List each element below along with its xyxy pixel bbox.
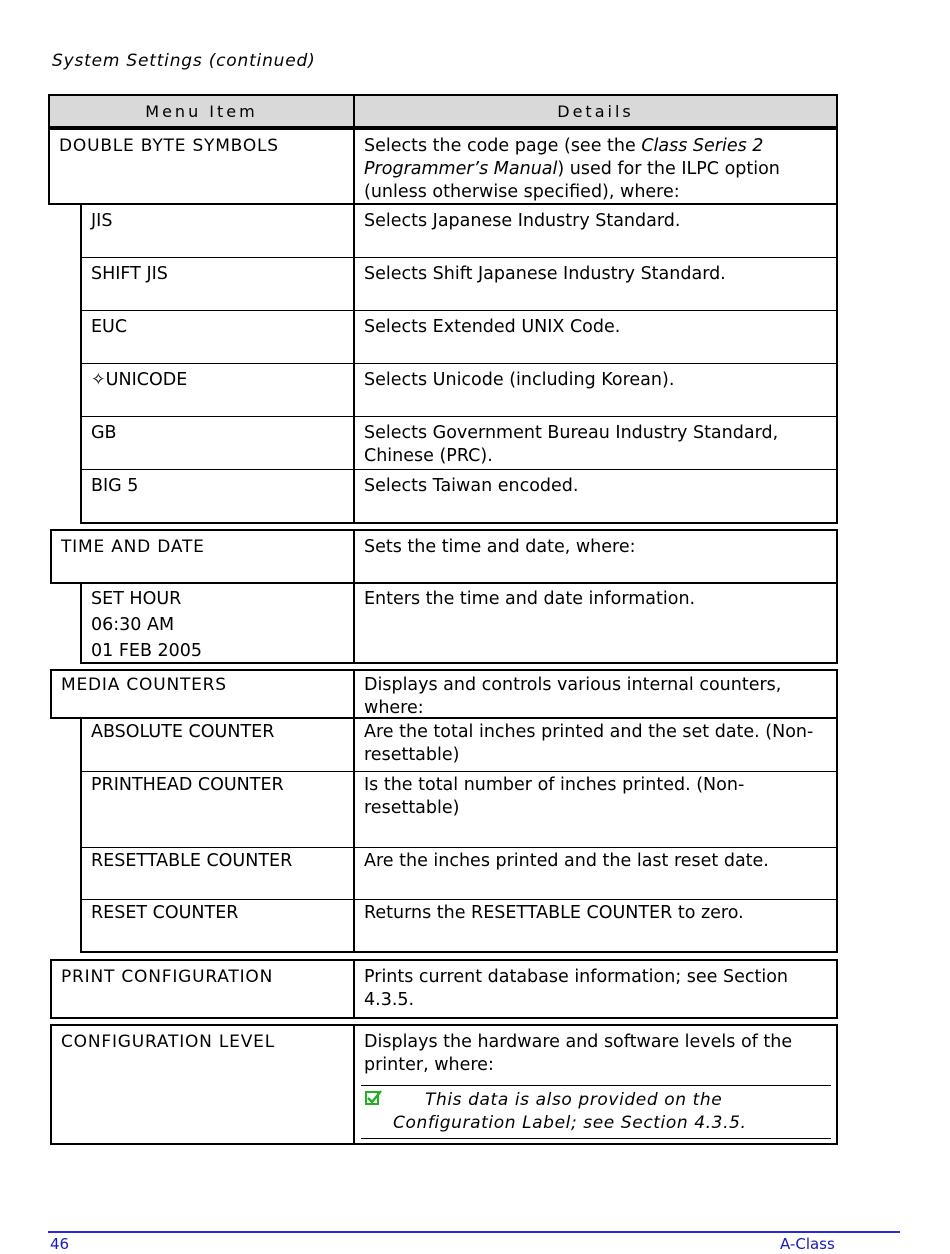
table-row [50,529,838,584]
menu-item: DOUBLE BYTE SYMBOLS [50,130,355,203]
detail-text: Displays the hardware and software levels of the printer, where: [364,1032,793,1075]
menu-item: JIS [82,205,355,257]
table-row [50,1024,838,1145]
menu-item: SHIFT JIS [82,258,355,310]
note-line: Configuration Label; see Section 4.3.5. [393,1113,747,1133]
detail-text: Selects the code page (see the [364,136,642,156]
table-row [80,364,838,417]
menu-item: ABSOLUTE COUNTER [82,719,355,771]
menu-item: PRINTHEAD COUNTER [82,772,355,847]
note-box [361,1085,831,1139]
menu-detail: Enters the time and date information. [364,589,696,609]
menu-detail [355,1026,836,1143]
table-row [48,128,838,205]
time-value: 06:30 AM [91,615,175,635]
menu-detail: Returns the RESETTABLE COUNTER to zero. [364,903,744,923]
menu-detail: Displays and controls various internal counters, where: [364,675,782,718]
manual-title: Class Series 2 Programmer’s Manual [364,136,764,179]
set-hour-label: SET HOUR [91,589,182,609]
green-checkbox-icon [365,1090,381,1106]
menu-item: RESETTABLE COUNTER [82,848,355,899]
note-line: This data is also provided on the [425,1090,723,1110]
menu-detail: Selects Shift Japanese Industry Standard. [364,264,726,284]
page-number: 46 [50,1235,70,1253]
menu-item: CONFIGURATION LEVEL [52,1026,355,1143]
section-heading: System Settings (continued) [52,51,316,71]
menu-item: ✧UNICODE [82,364,355,416]
menu-item: PRINT CONFIGURATION [52,961,355,1017]
table-row [50,669,838,719]
table-row [80,584,838,664]
menu-item [82,584,355,662]
menu-detail: Selects Japanese Industry Standard. [364,211,681,231]
menu-detail: Selects Unicode (including Korean). [364,370,675,390]
table-row [80,719,838,772]
footer-rule [48,1231,900,1233]
menu-item: EUC [82,311,355,363]
menu-item: MEDIA COUNTERS [52,671,355,717]
table-row [80,258,838,311]
table-row [80,848,838,900]
menu-detail: Are the inches printed and the last reset date. [364,851,769,871]
menu-detail: Is the total number of inches printed. (Non-resettable) [364,775,745,818]
table-header [48,94,838,128]
detail-text: ) used for the ILPC option (unless otherwise specified), where: [364,159,780,202]
menu-detail: Prints current database information; see Section 4.3.5. [364,967,789,1010]
header-menu-item: Menu Item [50,96,355,126]
menu-detail: Selects Taiwan encoded. [364,476,579,496]
menu-detail: Selects Government Bureau Industry Standard, Chinese (PRC). [364,423,779,466]
date-value: 01 FEB 2005 [91,641,203,661]
menu-detail [355,130,836,203]
menu-item: TIME AND DATE [52,531,355,582]
menu-detail: Are the total inches printed and the set date. (Non-resettable) [364,722,814,765]
table-row [80,311,838,364]
table-row [80,900,838,953]
menu-item: GB [82,417,355,469]
table-row [80,205,838,258]
table-row [80,470,838,524]
table-row [80,417,838,470]
product-name: A-Class [780,1235,835,1253]
menu-item: BIG 5 [82,470,355,522]
table-row [80,772,838,848]
menu-detail: Sets the time and date, where: [364,537,636,557]
menu-item: RESET COUNTER [82,900,355,951]
menu-detail: Selects Extended UNIX Code. [364,317,621,337]
table-row [50,959,838,1019]
header-details: Details [557,101,634,121]
